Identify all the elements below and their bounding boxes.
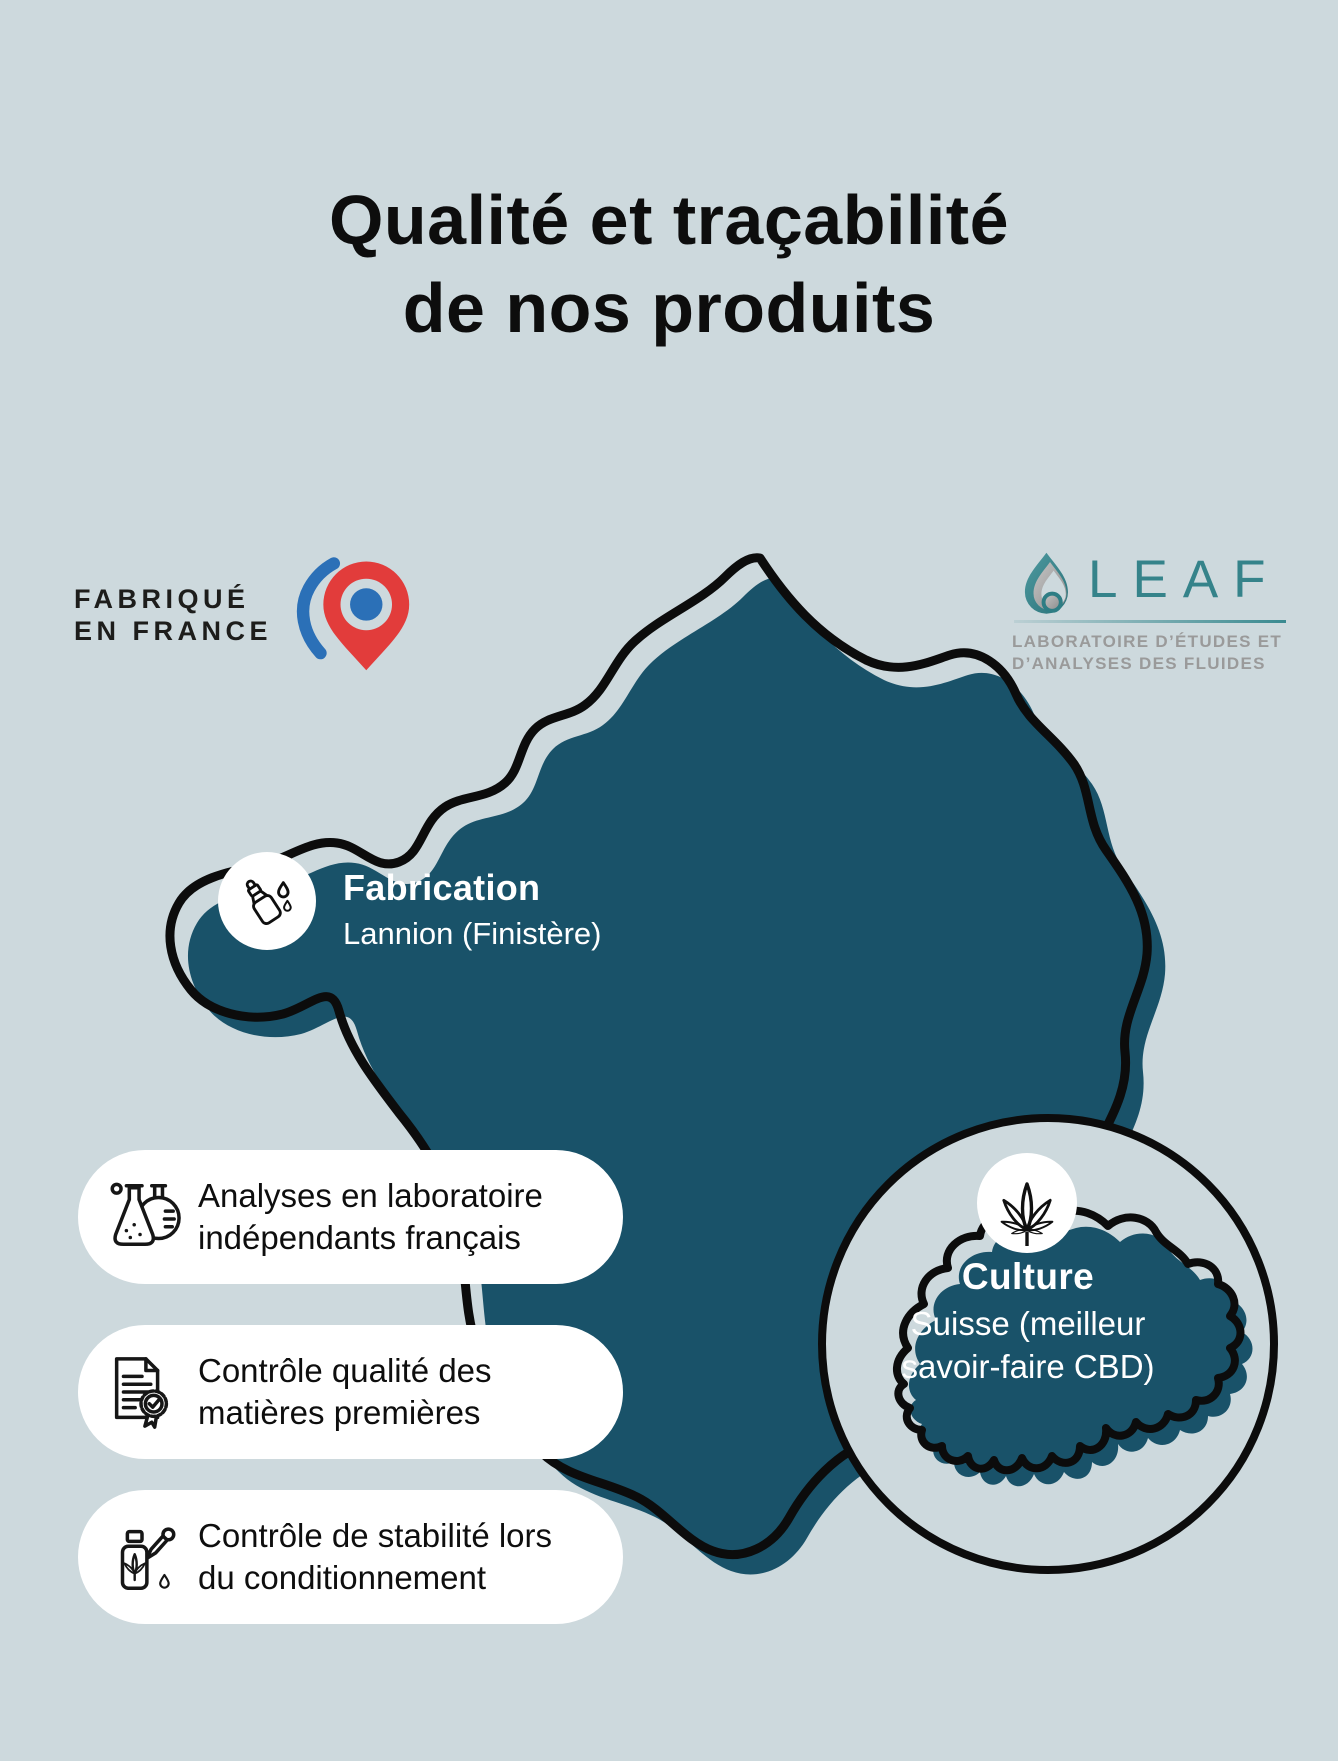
fabrication-marker	[218, 852, 316, 950]
page-title-line2: de nos produits	[402, 269, 936, 348]
culture-label	[850, 1256, 1206, 1389]
feature-1-line2: indépendants français	[198, 1219, 521, 1256]
culture-subtitle-line2: savoir-faire CBD)	[901, 1347, 1155, 1385]
made-in-france-line1: FABRIQUÉ	[74, 584, 250, 614]
fabrication-label	[343, 867, 601, 952]
fabrication-subtitle: Lannion (Finistère)	[343, 916, 602, 951]
feature-pill-lab-analysis	[78, 1150, 623, 1284]
feature-text	[198, 1175, 543, 1258]
fabrication-title: Fabrication	[343, 867, 541, 908]
feature-text	[198, 1515, 552, 1598]
made-in-france-line2: EN FRANCE	[74, 615, 273, 646]
feature-2-line2: matières premières	[198, 1394, 481, 1431]
lab-flasks-icon	[102, 1178, 182, 1256]
culture-title: Culture	[961, 1256, 1095, 1297]
feature-3-line2: du conditionnement	[198, 1559, 487, 1596]
feature-2-line1: Contrôle qualité des	[198, 1352, 492, 1390]
feature-1-line1: Analyses en laboratoire	[198, 1177, 543, 1215]
leaf-wordmark: LEAF	[1088, 550, 1281, 609]
culture-subtitle-line1: Suisse (meilleur	[910, 1305, 1146, 1342]
cbd-bottle-dropper-icon	[102, 1518, 182, 1596]
culture-subtitle	[850, 1303, 1206, 1389]
leaf-subtitle-line1: LABORATOIRE D’ÉTUDES ET	[1012, 632, 1283, 651]
dropper-bottle-icon	[233, 867, 301, 935]
feature-pill-stability-control	[78, 1490, 623, 1624]
leaf-subtitle-line2: D’ANALYSES DES FLUIDES	[1012, 654, 1266, 674]
certificate-icon	[102, 1353, 182, 1431]
page-title-line1: Qualité et traçabilité	[328, 181, 1010, 259]
feature-3-line1: Contrôle de stabilité lors	[198, 1517, 553, 1555]
feature-text	[198, 1350, 492, 1433]
feature-pill-quality-control	[78, 1325, 623, 1459]
